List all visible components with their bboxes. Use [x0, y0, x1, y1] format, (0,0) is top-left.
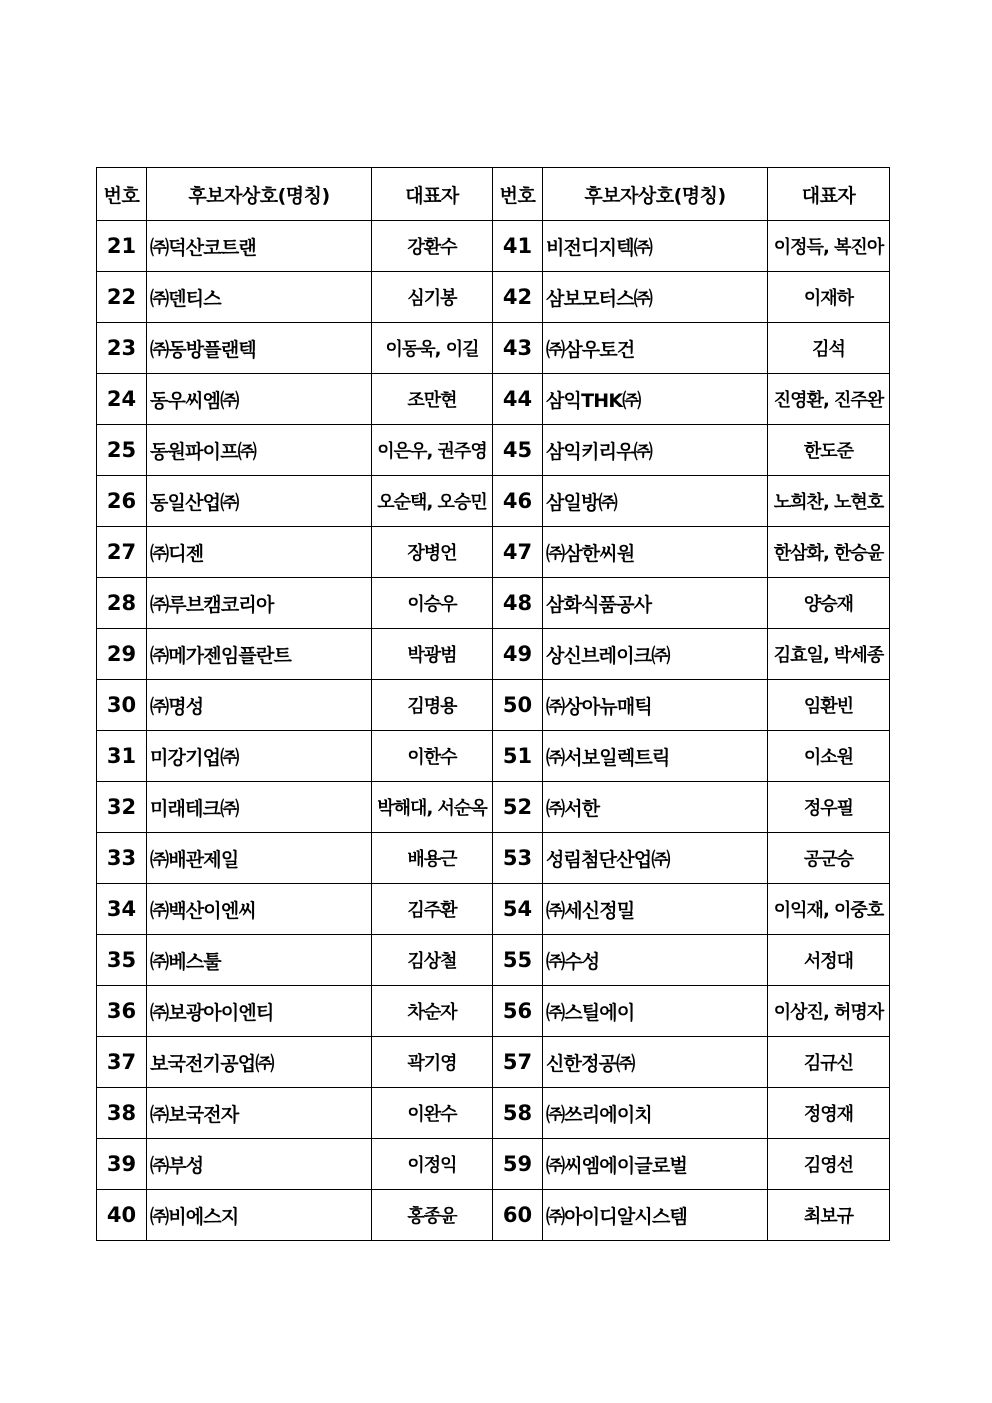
header-candidate-name: 후보자상호(명칭): [543, 168, 768, 221]
candidate-name: 삼화식품공사: [543, 578, 768, 629]
row-number: 47: [493, 527, 543, 578]
table-row: [97, 1037, 890, 1088]
representative: 이재하: [768, 272, 890, 323]
representative: 배용근: [372, 833, 493, 884]
candidate-name: 삼보모터스㈜: [543, 272, 768, 323]
candidate-name: 신한정공㈜: [543, 1037, 768, 1088]
table-row: [97, 680, 890, 731]
row-number: 55: [493, 935, 543, 986]
table-row: [97, 272, 890, 323]
table-row: [97, 476, 890, 527]
representative: 김명용: [372, 680, 493, 731]
table-row: [97, 1139, 890, 1190]
representative: 공군승: [768, 833, 890, 884]
candidate-name: ㈜덴티스: [147, 272, 372, 323]
representative: 이한수: [372, 731, 493, 782]
row-number: 26: [97, 476, 147, 527]
header-number: 번호: [97, 168, 147, 221]
row-number: 31: [97, 731, 147, 782]
representative: 이동욱, 이길: [372, 323, 493, 374]
row-number: 30: [97, 680, 147, 731]
table-row: [97, 884, 890, 935]
representative: 강환수: [372, 221, 493, 272]
representative: 이소원: [768, 731, 890, 782]
representative: 임환빈: [768, 680, 890, 731]
row-number: 34: [97, 884, 147, 935]
representative: 김효일, 박세종: [768, 629, 890, 680]
table-row: [97, 629, 890, 680]
row-number: 56: [493, 986, 543, 1037]
candidate-name: ㈜씨엠에이글로벌: [543, 1139, 768, 1190]
row-number: 37: [97, 1037, 147, 1088]
row-number: 60: [493, 1190, 543, 1241]
row-number: 32: [97, 782, 147, 833]
representative: 조만현: [372, 374, 493, 425]
row-number: 39: [97, 1139, 147, 1190]
row-number: 28: [97, 578, 147, 629]
row-number: 24: [97, 374, 147, 425]
representative: 한도준: [768, 425, 890, 476]
row-number: 43: [493, 323, 543, 374]
representative: 이정익: [372, 1139, 493, 1190]
representative: 양승재: [768, 578, 890, 629]
candidate-name: ㈜디젠: [147, 527, 372, 578]
candidate-name: ㈜부성: [147, 1139, 372, 1190]
row-number: 57: [493, 1037, 543, 1088]
candidate-name: ㈜세신정밀: [543, 884, 768, 935]
table-row: [97, 731, 890, 782]
candidate-name: ㈜배관제일: [147, 833, 372, 884]
candidate-name: ㈜루브캠코리아: [147, 578, 372, 629]
row-number: 44: [493, 374, 543, 425]
table-row: [97, 323, 890, 374]
representative: 장병언: [372, 527, 493, 578]
row-number: 50: [493, 680, 543, 731]
representative: 이상진, 허명자: [768, 986, 890, 1037]
candidate-name: ㈜보광아이엔티: [147, 986, 372, 1037]
candidate-name: 동우씨엠㈜: [147, 374, 372, 425]
representative: 김석: [768, 323, 890, 374]
table-header-row: [97, 168, 890, 221]
candidate-name: ㈜삼우토건: [543, 323, 768, 374]
header-number: 번호: [493, 168, 543, 221]
row-number: 53: [493, 833, 543, 884]
row-number: 54: [493, 884, 543, 935]
table-row: [97, 1088, 890, 1139]
candidate-name: ㈜보국전자: [147, 1088, 372, 1139]
row-number: 33: [97, 833, 147, 884]
header-candidate-name: 후보자상호(명칭): [147, 168, 372, 221]
candidate-name: ㈜스틸에이: [543, 986, 768, 1037]
representative: 홍종윤: [372, 1190, 493, 1241]
representative: 최보규: [768, 1190, 890, 1241]
candidate-table: [96, 167, 890, 1241]
row-number: 42: [493, 272, 543, 323]
candidate-name: 성림첨단산업㈜: [543, 833, 768, 884]
candidate-name: ㈜서한: [543, 782, 768, 833]
header-representative: 대표자: [372, 168, 493, 221]
representative: 이완수: [372, 1088, 493, 1139]
table-row: [97, 986, 890, 1037]
table-row: [97, 527, 890, 578]
candidate-name: 미래테크㈜: [147, 782, 372, 833]
representative: 김규신: [768, 1037, 890, 1088]
candidate-name: 동원파이프㈜: [147, 425, 372, 476]
representative: 박광범: [372, 629, 493, 680]
representative: 박해대, 서순옥: [372, 782, 493, 833]
candidate-name: ㈜명성: [147, 680, 372, 731]
row-number: 46: [493, 476, 543, 527]
candidate-name: ㈜베스툴: [147, 935, 372, 986]
candidate-name: ㈜삼한씨원: [543, 527, 768, 578]
table-row: [97, 833, 890, 884]
representative: 서정대: [768, 935, 890, 986]
row-number: 59: [493, 1139, 543, 1190]
row-number: 29: [97, 629, 147, 680]
row-number: 41: [493, 221, 543, 272]
representative: 김영선: [768, 1139, 890, 1190]
representative: 김주환: [372, 884, 493, 935]
table-row: [97, 374, 890, 425]
representative: 차순자: [372, 986, 493, 1037]
table-row: [97, 425, 890, 476]
candidate-name: ㈜상아뉴매틱: [543, 680, 768, 731]
representative: 심기봉: [372, 272, 493, 323]
row-number: 38: [97, 1088, 147, 1139]
representative: 이은우, 권주영: [372, 425, 493, 476]
candidate-name: 미강기업㈜: [147, 731, 372, 782]
representative: 정영재: [768, 1088, 890, 1139]
row-number: 36: [97, 986, 147, 1037]
table-body: [97, 221, 890, 1241]
row-number: 23: [97, 323, 147, 374]
candidate-name: ㈜아이디알시스템: [543, 1190, 768, 1241]
table-row: [97, 935, 890, 986]
representative: 정우필: [768, 782, 890, 833]
candidate-name: 동일산업㈜: [147, 476, 372, 527]
candidate-name: 비전디지텍㈜: [543, 221, 768, 272]
table-row: [97, 782, 890, 833]
candidate-name: 보국전기공업㈜: [147, 1037, 372, 1088]
representative: 진영환, 진주완: [768, 374, 890, 425]
candidate-name: 삼일방㈜: [543, 476, 768, 527]
row-number: 40: [97, 1190, 147, 1241]
candidate-name: ㈜수성: [543, 935, 768, 986]
representative: 이익재, 이중호: [768, 884, 890, 935]
candidate-name: 상신브레이크㈜: [543, 629, 768, 680]
row-number: 21: [97, 221, 147, 272]
candidate-name: ㈜쓰리에이치: [543, 1088, 768, 1139]
candidate-name: ㈜비에스지: [147, 1190, 372, 1241]
representative: 노희찬, 노현호: [768, 476, 890, 527]
row-number: 35: [97, 935, 147, 986]
row-number: 45: [493, 425, 543, 476]
row-number: 25: [97, 425, 147, 476]
representative: 이승우: [372, 578, 493, 629]
row-number: 52: [493, 782, 543, 833]
candidate-name: ㈜백산이엔씨: [147, 884, 372, 935]
table-row: [97, 578, 890, 629]
row-number: 22: [97, 272, 147, 323]
candidate-name: ㈜서보일렉트릭: [543, 731, 768, 782]
row-number: 51: [493, 731, 543, 782]
table-row: [97, 221, 890, 272]
table-row: [97, 1190, 890, 1241]
representative: 김상철: [372, 935, 493, 986]
representative: 곽기영: [372, 1037, 493, 1088]
header-representative: 대표자: [768, 168, 890, 221]
candidate-name: 삼익키리우㈜: [543, 425, 768, 476]
candidate-name: ㈜메가젠임플란트: [147, 629, 372, 680]
row-number: 58: [493, 1088, 543, 1139]
row-number: 27: [97, 527, 147, 578]
representative: 이정득, 복진아: [768, 221, 890, 272]
representative: 한삼화, 한승윤: [768, 527, 890, 578]
row-number: 48: [493, 578, 543, 629]
representative: 오순택, 오승민: [372, 476, 493, 527]
row-number: 49: [493, 629, 543, 680]
candidate-name: ㈜덕산코트랜: [147, 221, 372, 272]
candidate-name: 삼익THK㈜: [543, 374, 768, 425]
candidate-name: ㈜동방플랜텍: [147, 323, 372, 374]
